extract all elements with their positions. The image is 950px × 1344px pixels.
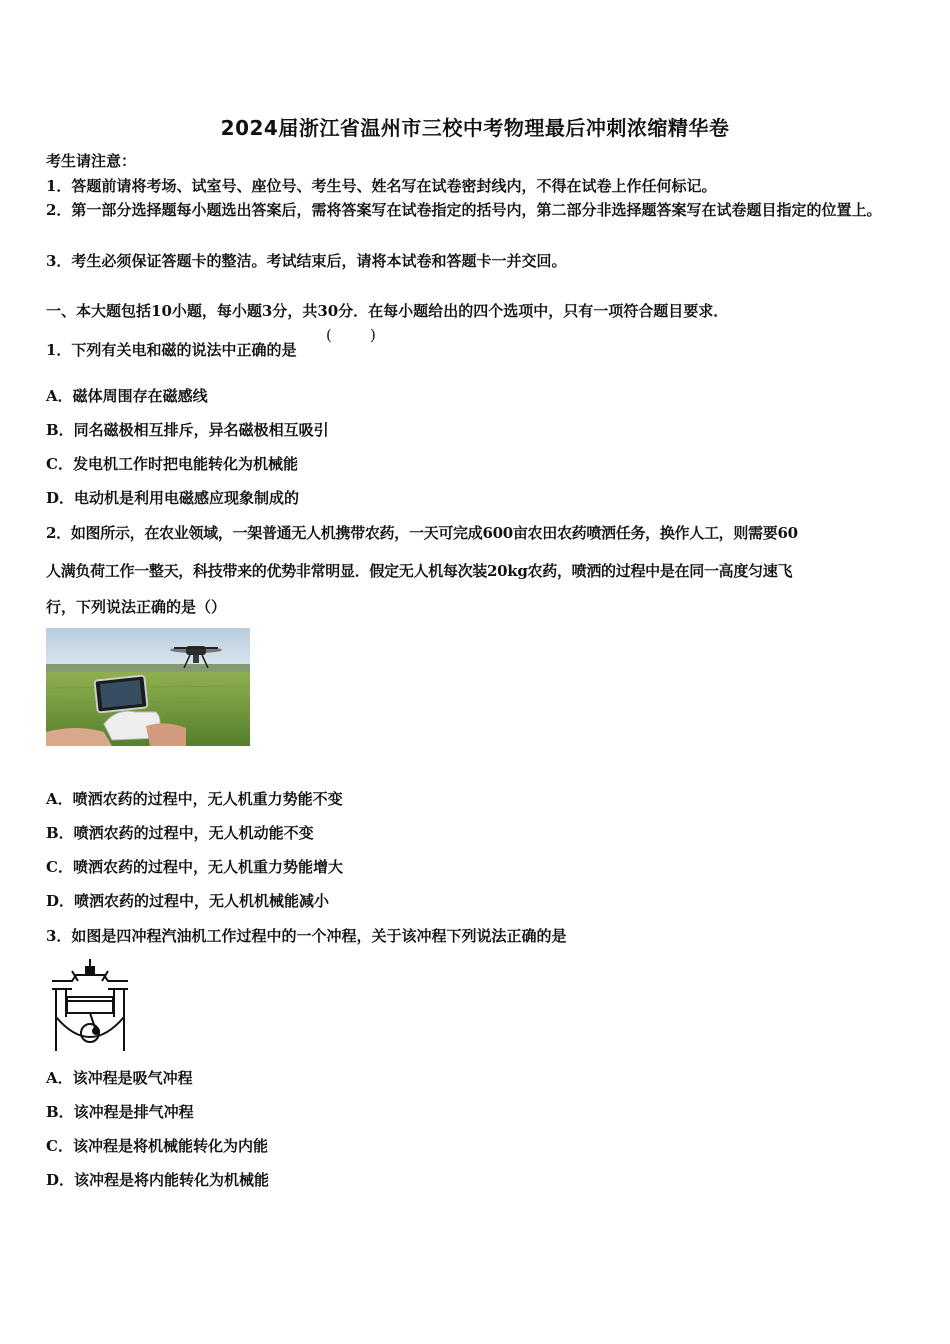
q3-option-d: D．该冲程是将内能转化为机械能	[46, 1171, 270, 1189]
question-2-stem-line-1: 2．如图所示，在农业领域，一架普通无人机携带农药，一天可完成600亩农田农药喷洒任务，换作人工，则需要60	[46, 524, 798, 542]
question-1-stem: 1．下列有关电和磁的说法中正确的是	[46, 341, 297, 359]
question-2-stem-line-2: 人满负荷工作一整天，科技带来的优势非常明显．假定无人机每次装20kg农药，喷洒的过程中是在同一高度匀速飞	[46, 562, 793, 580]
engine-cylinder-diagram	[46, 957, 134, 1051]
q3-option-b: B．该冲程是排气冲程	[46, 1103, 194, 1121]
q2-option-c: C．喷洒农药的过程中，无人机重力势能增大	[46, 858, 343, 876]
q3-option-a: A．该冲程是吸气冲程	[46, 1069, 193, 1087]
q2-option-d: D．喷洒农药的过程中，无人机机械能减小	[46, 892, 330, 910]
q1-option-b: B．同名磁极相互排斥，异名磁极相互吸引	[46, 421, 329, 439]
answer-parentheses: ( )	[326, 326, 376, 344]
q1-option-d: D．电动机是利用电磁感应现象制成的	[46, 489, 300, 507]
drone-photo	[46, 628, 250, 746]
q2-option-b: B．喷洒农药的过程中，无人机动能不变	[46, 824, 314, 842]
q1-option-c: C．发电机工作时把电能转化为机械能	[46, 455, 298, 473]
q1-option-a: A．磁体周围存在磁感线	[46, 387, 208, 405]
notice-item-3: 3．考生必须保证答题卡的整洁。考试结束后，请将本试卷和答题卡一并交回。	[46, 252, 567, 270]
notice-item-2: 2．第一部分选择题每小题选出答案后，需将答案写在试卷指定的括号内，第二部分非选择题答案写在试卷题目指定的位置上。	[46, 201, 882, 219]
section-heading: 一、本大题包括10小题，每小题3分，共30分．在每小题给出的四个选项中，只有一项符合题目要求．	[46, 302, 729, 320]
q3-option-c: C．该冲程是将机械能转化为内能	[46, 1137, 268, 1155]
notice-heading: 考生请注意：	[46, 152, 137, 170]
exam-title: 2024届浙江省温州市三校中考物理最后冲刺浓缩精华卷	[220, 116, 730, 140]
notice-item-1: 1．答题前请将考场、试室号、座位号、考生号、姓名写在试卷密封线内，不得在试卷上作任何标记。	[46, 177, 717, 195]
q2-option-a: A．喷洒农药的过程中，无人机重力势能不变	[46, 790, 343, 808]
question-3-stem: 3．如图是四冲程汽油机工作过程中的一个冲程，关于该冲程下列说法正确的是	[46, 927, 567, 945]
question-2-stem-line-3: 行，下列说法正确的是（）	[46, 598, 227, 616]
